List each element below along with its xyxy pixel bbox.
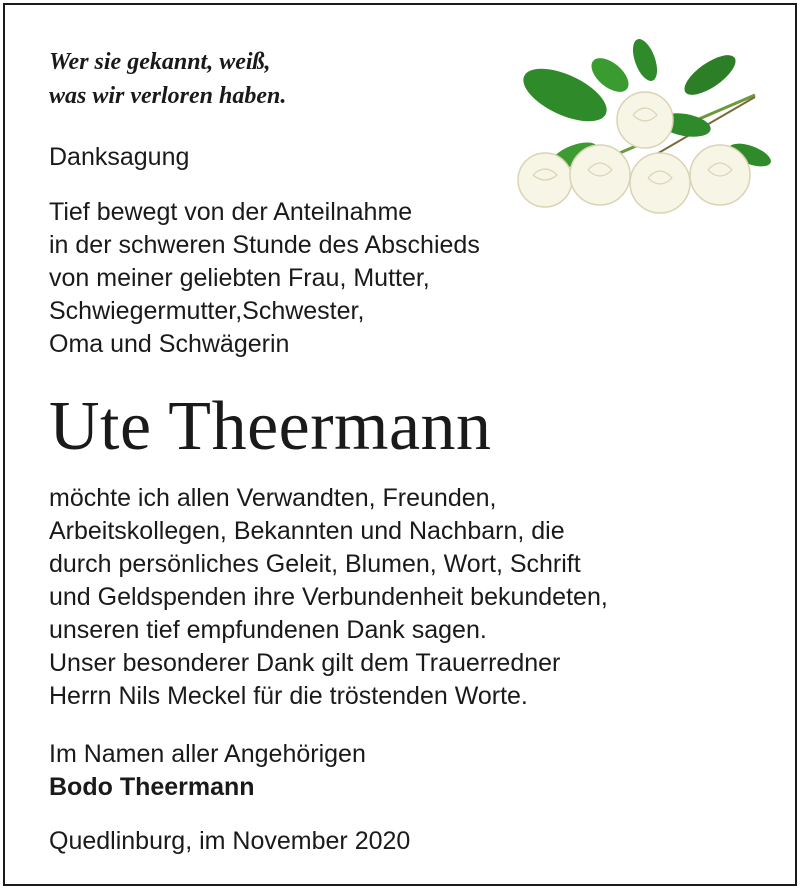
intro-line: von meiner geliebten Frau, Mutter, [49, 264, 430, 292]
heading: Danksagung [49, 143, 190, 171]
body-line: möchte ich allen Verwandten, Freunden, [49, 484, 497, 512]
body-text [49, 482, 608, 713]
intro-line: Tief bewegt von der Anteilnahme [49, 198, 413, 226]
white-roses-icon [505, 35, 785, 225]
signer-name: Bodo Theermann [49, 773, 255, 801]
body-line: und Geldspenden ihre Verbundenheit bekundeten, [49, 583, 608, 611]
obituary-card [3, 3, 797, 886]
intro-text [49, 196, 480, 361]
motto [49, 45, 286, 113]
motto-line: was wir verloren haben. [49, 83, 287, 109]
body-line: Unser besonderer Dank gilt dem Trauerredner [49, 649, 561, 677]
deceased-name: Ute Theermann [49, 388, 492, 465]
body-line: durch persönliches Geleit, Blumen, Wort, Schrift [49, 550, 581, 578]
body-line: unseren tief empfundenen Dank sagen. [49, 616, 487, 644]
intro-line: in der schweren Stunde des Abschieds [49, 231, 480, 259]
closing-text: Im Namen aller Angehörigen [49, 740, 366, 768]
intro-line: Oma und Schwägerin [49, 330, 290, 358]
intro-line: Schwiegermutter,Schwester, [49, 297, 365, 325]
body-line: Herrn Nils Meckel für die tröstenden Worte. [49, 682, 528, 710]
place-date: Quedlinburg, im November 2020 [49, 827, 411, 855]
motto-line: Wer sie gekannt, weiß, [49, 49, 271, 75]
body-line: Arbeitskollegen, Bekannten und Nachbarn, die [49, 517, 565, 545]
